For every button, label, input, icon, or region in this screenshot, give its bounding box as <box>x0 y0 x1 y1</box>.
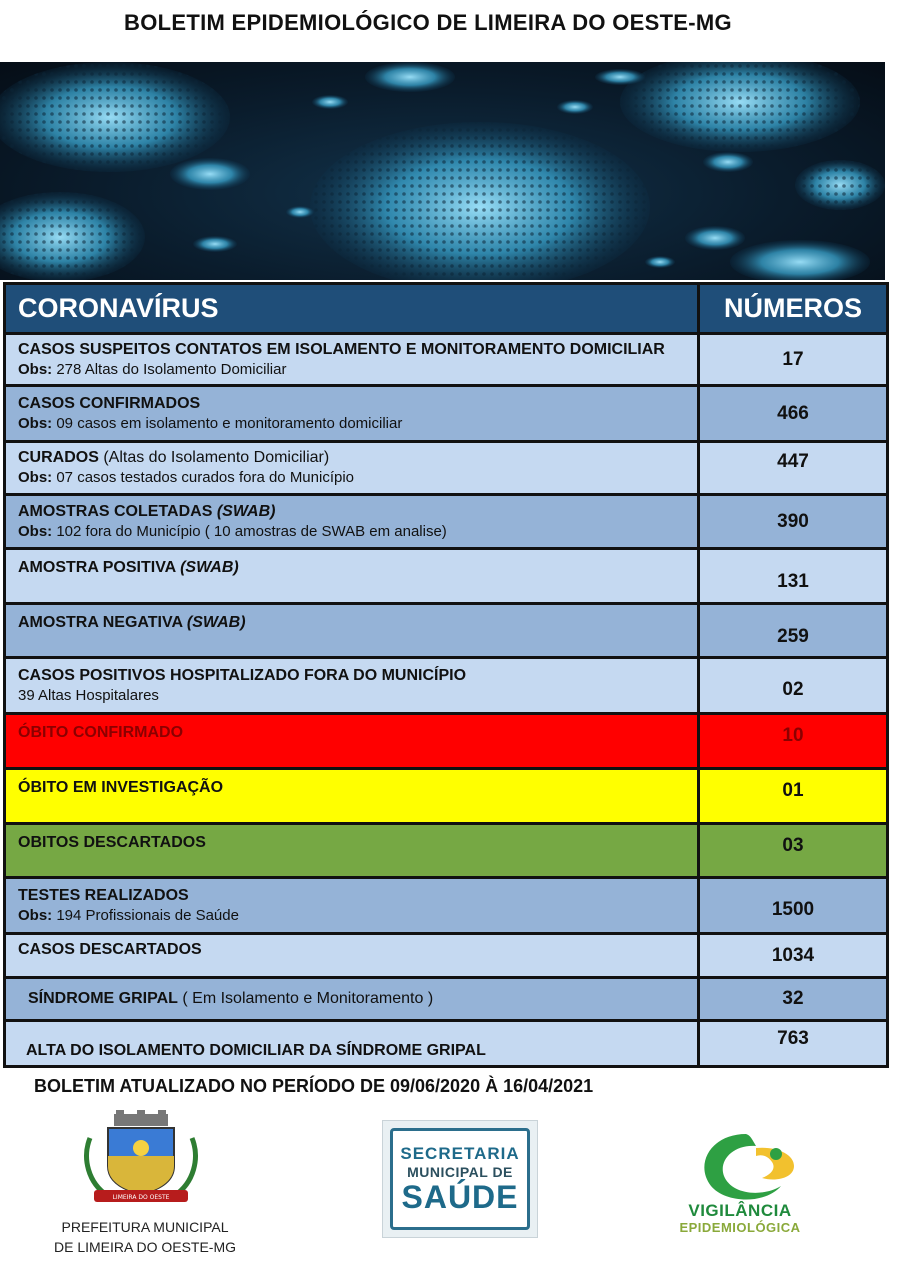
table-row <box>5 824 888 878</box>
row-value: 466 <box>699 386 888 442</box>
virus-particles <box>0 62 885 280</box>
svg-text:LIMEIRA DO OESTE: LIMEIRA DO OESTE <box>112 1194 170 1201</box>
table-row <box>5 442 888 495</box>
row-value: 32 <box>699 978 888 1021</box>
table-row <box>5 604 888 658</box>
bulletin-title: BOLETIM EPIDEMIOLÓGICO DE LIMEIRA DO OESTE-MG <box>124 10 732 35</box>
table-row <box>5 495 888 549</box>
table-row <box>5 334 888 386</box>
row-label: ALTA DO ISOLAMENTO DOMICILIAR DA SÍNDROME GRIPAL <box>5 1021 699 1067</box>
row-value: 259 <box>699 604 888 658</box>
row-value: 390 <box>699 495 888 549</box>
secretaria-saude-logo: SECRETARIA MUNICIPAL DE SAÚDE <box>382 1120 538 1238</box>
header-coronavirus: CORONAVÍRUS <box>5 284 699 334</box>
vigilancia-text: VIGILÂNCIA <box>688 1201 792 1220</box>
row-label: TESTES REALIZADOS Obs: 194 Profissionais de Saúde <box>5 878 699 934</box>
row-label: CASOS SUSPEITOS CONTATOS EM ISOLAMENTO E MONITORAMENTO DOMICILIAR Obs: 278 Altas do Isolamento Domiciliar <box>5 334 699 386</box>
row-label: CASOS CONFIRMADOS Obs: 09 casos em isolamento e monitoramento domiciliar <box>5 386 699 442</box>
row-value: 1500 <box>699 878 888 934</box>
row-label: OBITOS DESCARTADOS <box>5 824 699 878</box>
table-header-row <box>5 284 888 334</box>
table-row <box>5 549 888 604</box>
table-row <box>5 386 888 442</box>
row-value: 03 <box>699 824 888 878</box>
covid-numbers-table <box>3 282 889 1068</box>
row-value: 02 <box>699 658 888 714</box>
row-label: CASOS DESCARTADOS <box>5 934 699 978</box>
row-label: CASOS POSITIVOS HOSPITALIZADO FORA DO MUNICÍPIO 39 Altas Hospitalares <box>5 658 699 714</box>
row-value: 01 <box>699 769 888 824</box>
row-label: SÍNDROME GRIPAL ( Em Isolamento e Monitoramento ) <box>5 978 699 1021</box>
epidemiologica-text: EPIDEMIOLÓGICA <box>679 1220 801 1235</box>
prefeitura-crest-logo <box>80 1108 202 1204</box>
row-value: 17 <box>699 334 888 386</box>
coronavirus-banner-image <box>0 62 885 280</box>
row-label: ÓBITO CONFIRMADO <box>5 714 699 769</box>
table-row <box>5 714 888 769</box>
table-row <box>5 978 888 1021</box>
row-value: 10 <box>699 714 888 769</box>
update-period-note: BOLETIM ATUALIZADO NO PERÍODO DE 09/06/2020 À 16/04/2021 <box>34 1076 594 1096</box>
row-label: AMOSTRA POSITIVA (SWAB) <box>5 549 699 604</box>
row-label: AMOSTRAS COLETADAS (SWAB) Obs: 102 fora do Município ( 10 amostras de SWAB em analise) <box>5 495 699 549</box>
row-label: CURADOS (Altas do Isolamento Domiciliar) Obs: 07 casos testados curados fora do Município <box>5 442 699 495</box>
row-value: 763 <box>699 1021 888 1067</box>
row-label: AMOSTRA NEGATIVA (SWAB) <box>5 604 699 658</box>
table-row <box>5 878 888 934</box>
row-value: 131 <box>699 549 888 604</box>
table-row <box>5 1021 888 1067</box>
header-numeros: NÚMEROS <box>699 284 888 334</box>
row-value: 447 <box>699 442 888 495</box>
table-row <box>5 934 888 978</box>
row-label: ÓBITO EM INVESTIGAÇÃO <box>5 769 699 824</box>
table-row <box>5 769 888 824</box>
table-row <box>5 658 888 714</box>
prefeitura-caption: PREFEITURA MUNICIPAL DE LIMEIRA DO OESTE-MG <box>53 1219 237 1255</box>
row-value: 1034 <box>699 934 888 978</box>
